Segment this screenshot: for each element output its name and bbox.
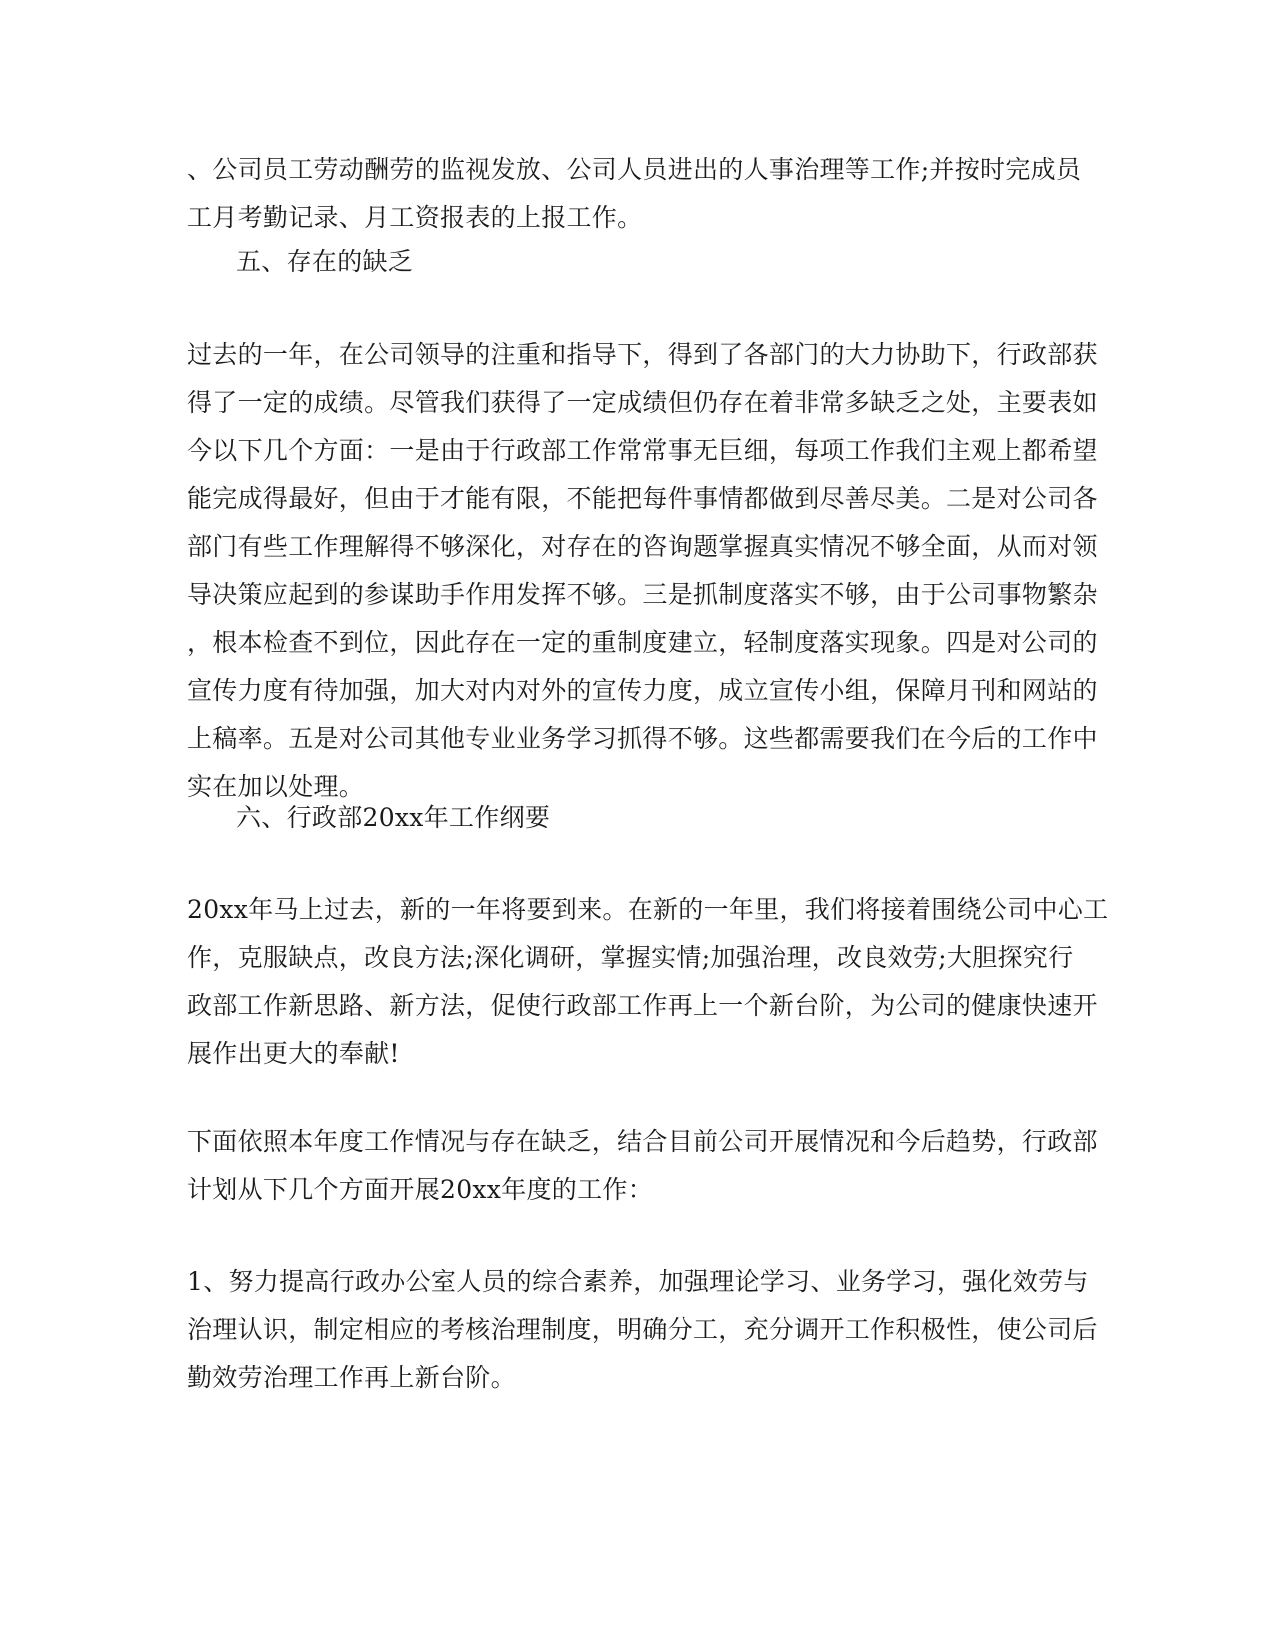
text-line: 展作出更大的奉献! [187,1039,400,1068]
text-line: 宣传力度有待加强，加大对内对外的宣传力度，成立宣传小组，保障月刊和网站的 [187,676,1098,705]
text-line: 政部工作新思路、新方法，促使行政部工作再上一个新台阶，为公司的健康快速开 [187,991,1098,1020]
text-line: 得了一定的成绩。尽管我们获得了一定成绩但仍存在着非常多缺乏之处，主要表如 [187,388,1098,417]
item1-paragraph [187,1258,1098,1402]
text-line: 20xx年马上过去，新的一年将要到来。在新的一年里，我们将接着围绕公司中心工 [187,895,1109,924]
text-line: 计划从下几个方面开展20xx年度的工作： [187,1175,654,1204]
text-line: 能完成得最好，但由于才能有限，不能把每件事情都做到尽善尽美。二是对公司各 [187,484,1098,513]
text-line: 过去的一年，在公司领导的注重和指导下，得到了各部门的大力协助下，行政部获 [187,340,1098,369]
text-line: 、公司员工劳动酬劳的监视发放、公司人员进出的人事治理等工作;并按时完成员 [187,155,1082,184]
text-line: 1、努力提高行政办公室人员的综合素养，加强理论学习、业务学习，强化效劳与 [187,1267,1089,1296]
section-heading-5: 五、存在的缺乏 [236,247,414,276]
text-line: 实在加以处理。 [187,772,365,801]
text-line: 勤效劳治理工作再上新台阶。 [187,1363,516,1392]
section6-paragraph [187,886,1109,1078]
section-heading-6: 六、行政部20xx年工作纲要 [236,803,551,832]
text-line: 作，克服缺点，改良方法;深化调研，掌握实情;加强治理，改良效劳;大胆探究行 [187,943,1074,972]
text-line: ，根本检查不到位，因此存在一定的重制度建立，轻制度落实现象。四是对公司的 [187,628,1098,657]
plan-paragraph [187,1118,1098,1214]
text-line: 导决策应起到的参谋助手作用发挥不够。三是抓制度落实不够，由于公司事物繁杂 [187,580,1098,609]
text-line: 上稿率。五是对公司其他专业业务学习抓得不够。这些都需要我们在今后的工作中 [187,724,1098,753]
section5-paragraph [187,331,1098,811]
text-line: 治理认识，制定相应的考核治理制度，明确分工，充分调开工作积极性，使公司后 [187,1315,1098,1344]
intro-paragraph [187,146,1087,242]
text-line: 下面依照本年度工作情况与存在缺乏，结合目前公司开展情况和今后趋势，行政部 [187,1127,1098,1156]
text-line: 部门有些工作理解得不够深化，对存在的咨询题掌握真实情况不够全面，从而对领 [187,532,1098,561]
text-line: 今以下几个方面：一是由于行政部工作常常事无巨细，每项工作我们主观上都希望 [187,436,1098,465]
text-line: 工月考勤记录、月工资报表的上报工作。 [187,203,643,232]
